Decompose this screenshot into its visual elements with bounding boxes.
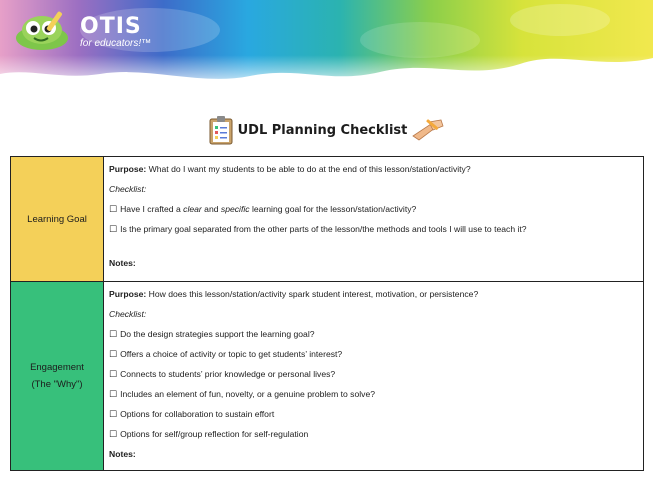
writing-hand-icon — [411, 118, 445, 142]
item-text-emphasis-clear: clear — [183, 204, 202, 214]
section-content-engagement — [104, 282, 644, 471]
checklist-label: Checklist: — [109, 309, 147, 319]
document-title-row — [0, 114, 653, 146]
notes-label: Notes: — [109, 258, 136, 268]
checkbox-icon[interactable]: ☐ — [109, 205, 118, 215]
item-text: Is the primary goal separated from the other parts of the lesson/the methods and tools I will use to teach it? — [120, 224, 527, 234]
purpose-text: How does this lesson/station/activity spark student interest, motivation, or persistence? — [146, 289, 479, 299]
checklist-item[interactable] — [109, 221, 637, 241]
checkbox-icon[interactable]: ☐ — [109, 370, 118, 380]
category-label: Engagement — [30, 362, 84, 373]
brand-tagline: for educators!™ — [80, 38, 152, 49]
item-text-mid: and — [201, 204, 221, 214]
checkbox-icon[interactable]: ☐ — [109, 225, 118, 235]
section-row-learning-goal — [11, 157, 644, 282]
checkbox-icon[interactable]: ☐ — [109, 410, 118, 420]
category-cell-learning-goal — [11, 157, 104, 282]
notes-label: Notes: — [109, 449, 136, 459]
udl-checklist-table — [10, 156, 644, 471]
item-text: Connects to students’ prior knowledge or personal lives? — [120, 369, 336, 379]
checklist-item[interactable] — [109, 406, 637, 426]
checklist-item[interactable] — [109, 366, 637, 386]
item-text: Includes an element of fun, novelty, or a genuine problem to solve? — [120, 389, 376, 399]
otis-mascot-icon — [12, 8, 76, 52]
brand-logo[interactable] — [12, 8, 172, 52]
section-content-learning-goal — [104, 157, 644, 282]
purpose-line — [109, 286, 637, 306]
checkbox-icon[interactable]: ☐ — [109, 390, 118, 400]
category-cell-engagement — [11, 282, 104, 471]
category-label: Learning Goal — [27, 213, 87, 225]
checkbox-icon[interactable]: ☐ — [109, 430, 118, 440]
checklist-item[interactable] — [109, 201, 637, 221]
category-sublabel: (The "Why") — [31, 379, 83, 390]
purpose-label: Purpose: — [109, 289, 147, 299]
item-text: Do the design strategies support the learning goal? — [120, 329, 315, 339]
purpose-line — [109, 161, 637, 181]
brand-name: OTIS — [80, 14, 142, 39]
header-banner — [0, 0, 653, 92]
checkbox-icon[interactable]: ☐ — [109, 350, 118, 360]
purpose-label: Purpose: — [109, 164, 147, 174]
item-text-pre: Have I crafted a — [120, 204, 184, 214]
item-text: Offers a choice of activity or topic to get students’ interest? — [120, 349, 343, 359]
checklist-clipboard-icon — [208, 115, 234, 145]
checklist-item[interactable] — [109, 386, 637, 406]
item-text-emphasis-specific: specific — [220, 204, 250, 214]
section-row-engagement — [11, 282, 644, 471]
purpose-text: What do I want my students to be able to do at the end of this lesson/station/activity? — [146, 164, 471, 174]
checklist-label: Checklist: — [109, 184, 147, 194]
document-title: UDL Planning Checklist — [237, 122, 408, 138]
item-text-post: learning goal for the lesson/station/activity? — [249, 204, 417, 214]
checklist-item[interactable] — [109, 346, 637, 366]
item-text: Options for self/group reflection for self-regulation — [120, 429, 309, 439]
checklist-item[interactable] — [109, 426, 637, 446]
item-text: Options for collaboration to sustain effort — [120, 409, 275, 419]
checklist-item[interactable] — [109, 326, 637, 346]
checkbox-icon[interactable]: ☐ — [109, 330, 118, 340]
